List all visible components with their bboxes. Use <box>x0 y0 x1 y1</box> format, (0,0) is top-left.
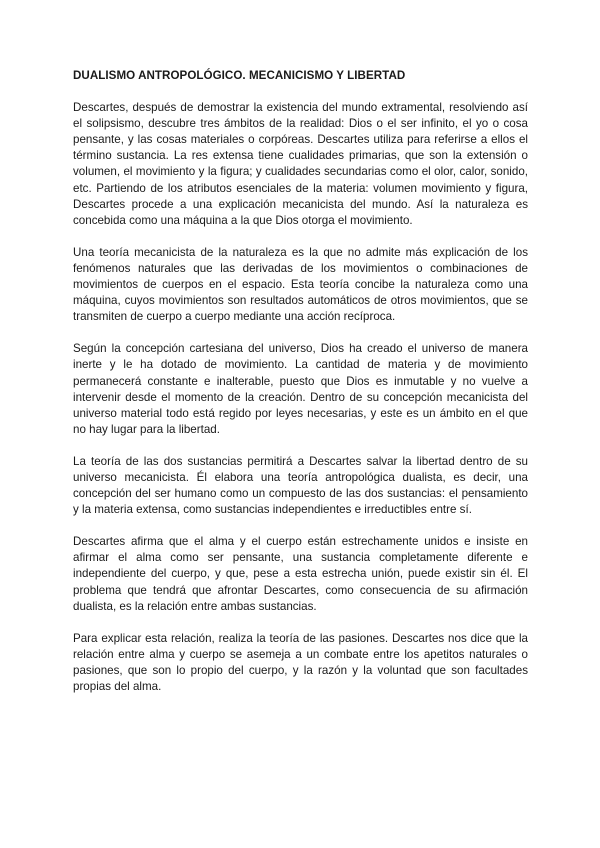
paragraph-dos-sustancias: La teoría de las dos sustancias permitirá a Descartes salvar la libertad dentro de su universo mecanicista. Él elabora una teoría antropológica dualista, es decir, una concepción del ser humano como un compuesto de las dos sustancias: el pensamiento y la materia extensa, como sustancias independientes e irreductibles entre sí. <box>73 454 528 517</box>
document-page <box>73 68 528 711</box>
paragraph-mecanicismo-intro: Descartes, después de demostrar la existencia del mundo extramental, resolviendo así el solipsismo, descubre tres ámbitos de la realidad: Dios o el ser infinito, el yo o cosa pensante, y las cosas materiales o corpóreas. Descartes utiliza para referirse a ellos el término sustancia. La res extensa tiene cualidades primarias, que son la extensión o volumen, el movimiento y la figura; y cualidades secundarias como el olor, calor, sonido, etc. Partiendo de los atributos esenciales de la materia: volumen movimiento y figura, Descartes procede a una explicación mecanicista del mundo. Así la naturaleza es concebida como una máquina a la que Dios otorga el movimiento. <box>73 101 528 227</box>
document-title: DUALISMO ANTROPOLÓGICO. MECANICISMO Y LIBERTAD <box>73 69 406 82</box>
paragraph-alma-cuerpo: Descartes afirma que el alma y el cuerpo están estrechamente unidos e insiste en afirmar el alma como ser pensante, una sustancia completamente diferente e independiente del cuerpo, y que, pese a esta estrecha unión, puede existir sin él. El problema que tendrá que afrontar Descartes, como consecuencia de su afirmación dualista, es la relación entre ambas sustancias. <box>73 535 528 613</box>
paragraph-concepcion-universo: Según la concepción cartesiana del universo, Dios ha creado el universo de manera inerte y le ha dotado de movimiento. La cantidad de materia y de movimiento permanecerá constante e inalterable, puesto que Dios es inmutable y no vuelve a intervenir desde el momento de la creación. Dentro de su concepción mecanicista del universo material todo está regido por leyes necesarias, y este es un ámbito en el que no hay lugar para la libertad. <box>73 342 528 436</box>
paragraph-pasiones: Para explicar esta relación, realiza la teoría de las pasiones. Descartes nos dice que la relación entre alma y cuerpo se asemeja a un combate entre los apetitos naturales o pasiones, que son lo propio del cuerpo, y la razón y la voluntad que son facultades propias del alma. <box>73 631 528 693</box>
paragraph-teoria-mecanicista: Una teoría mecanicista de la naturaleza es la que no admite más explicación de los fenómenos naturales que las derivadas de los movimientos o combinaciones de movimientos de cuerpos en el espacio. Esta teoría concibe la naturaleza como una máquina, cuyos movimientos son resultados automáticos de otros movimientos, que se transmiten de cuerpo a cuerpo mediante una acción recíproca. <box>73 245 528 324</box>
